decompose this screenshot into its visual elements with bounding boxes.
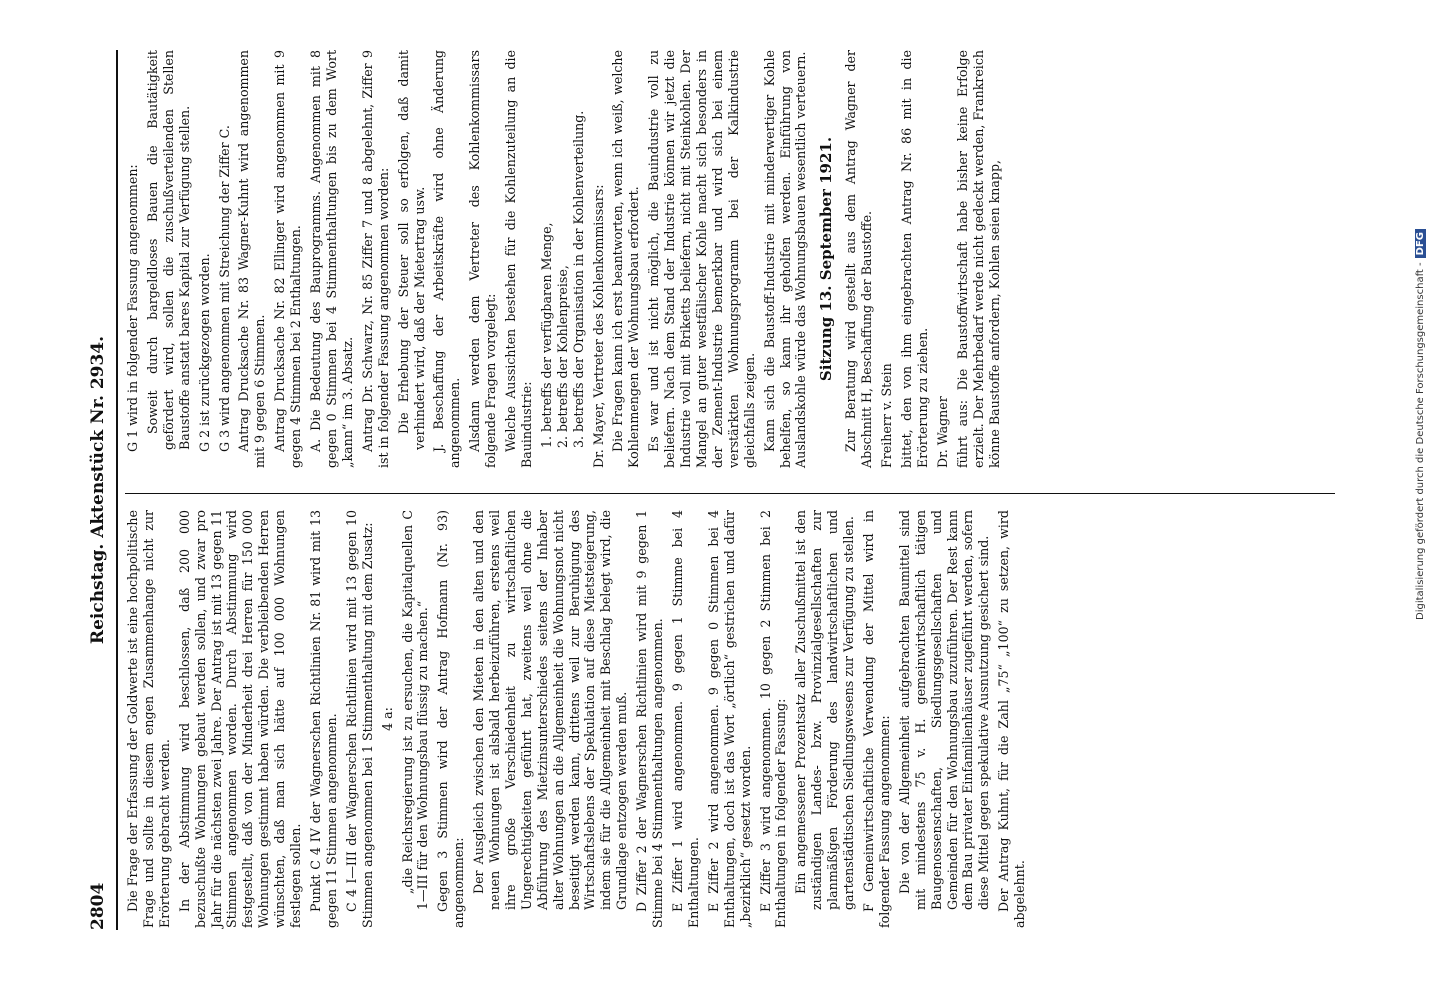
paragraph: Die von der Allgemeinheit aufgebrachten Baumittel sind mit mindestens 75 v. H. gemeinwirtschaftlich tätigen Baugenossenschaften, Siedlungsgesellschaften und Gemeinden für den Wohnungsbau zuzuführen. Der Rest kann dem Bau privater Einfamilienhäuser zugeführt werden, sofern diese Mittel gegen spekulative Ausnutzung gesichert sind. bbox=[896, 510, 992, 910]
paragraph: 4 a: bbox=[379, 707, 395, 731]
paragraph: Gegen 3 Stimmen wird der Antrag Hofmann (Nr. 93) angenommen: bbox=[435, 510, 467, 928]
paragraph: Dr. Mayer, Vertreter des Kohlenkommissars: bbox=[590, 184, 606, 468]
paragraph: Der Antrag Kuhnt, für die Zahl „75“ „100“ zu setzen, wird abgelehnt. bbox=[996, 510, 1028, 928]
paragraph: F Gemeinwirtschaftliche Verwendung der Mittel wird in folgender Fassung angenommen: bbox=[860, 510, 892, 928]
list-item: 1. betreffs der verfügbaren Menge, bbox=[539, 50, 555, 432]
paragraph: Zur Beratung wird gestellt aus dem Antrag Wagner der Abschnitt H, Beschaffung der Baustoffe. bbox=[843, 50, 875, 468]
paragraph: G 1 wird in folgender Fassung angenommen: bbox=[125, 164, 140, 452]
page-number: 2804 bbox=[88, 882, 108, 930]
paragraph: Die Frage der Erfassung der Goldwerte ist eine hochpolitische Frage und sollte in diesem engen Zusammenhange nicht zur Erörterung gebracht werden. bbox=[125, 510, 172, 928]
right-column bbox=[125, 50, 1006, 468]
column-divider bbox=[125, 493, 1335, 494]
dfg-logo: DFG bbox=[1415, 229, 1426, 258]
paragraph: Antrag Drucksache Nr. 83 Wagner-Kuhnt wird angenommen mit 9 gegen 6 Stimmen. bbox=[236, 50, 268, 468]
paragraph: Freiherr v. Stein bbox=[879, 363, 895, 468]
paragraph: Welche Aussichten bestehen für die Kohlenzuteilung an die Bauindustrie: bbox=[503, 50, 534, 468]
paragraph: E Ziffer 2 wird angenommen. 9 gegen 0 Stimmen bei 4 Enthaltungen, doch ist das Wort „örtlich“ gestrichen und dafür „bezirklich“ gesetzt worden. bbox=[705, 510, 753, 928]
paragraph: führt aus: Die Baustoffwirtschaft habe bisher keine Erfolge erzielt. Der Mehrbedarf werde nicht gedeckt werden, Frankreich könne Baustoffe anfordern, Kohlen seien knapp, bbox=[954, 50, 1002, 468]
numbered-list bbox=[539, 50, 587, 468]
paragraph: Es war und ist nicht möglich, die Bauindustrie voll zu beliefern. Nach dem Stand der Industrie können wir jetzt die Industrie voll mit Briketts beliefern, nicht mit Steinkohlen. Der Mangel an guter westfälischer Kohle macht sich besonders in der Zement-Industrie bemerkbar und wird sich bei einem verstärkten Wohnungsprogramm bei der Kalkindustrie gleichfalls zeigen. bbox=[646, 50, 757, 468]
paragraph: Kann sich die Baustoff-Industrie mit minderwertiger Kohle behelfen, so kann ihr geholfen werden. Einführung von Auslandskohle würde das Wohnungsbauen wesentlich verteuern. bbox=[761, 50, 809, 468]
paragraph: A. Die Bedeutung des Bauprogramms. Angenommen mit 8 gegen 0 Stimmen bei 4 Stimmenthaltungen bis zu dem Wort „kann“ im 3. Absatz. bbox=[308, 50, 355, 468]
paragraph: bittet, den von ihm eingebrachten Antrag Nr. 86 mit in die Erörterung zu ziehen. bbox=[898, 50, 930, 468]
paragraph: In der Abstimmung wird beschlossen, daß 200 000 bezuschußte Wohnungen gebaut werden sollen, und zwar pro Jahr für die nächsten zwei Jahre. Der Antrag ist mit 13 gegen 11 Stimmen angenommen worden. Durch Abstimmung wird festgestellt, daß von der Minderheit drei Herren für 150 000 Wohnungen gestimmt haben würden. Die verbleibenden Herren wünschten, daß man sich hätte auf 100 000 Wohnungen festlegen sollen. bbox=[176, 510, 304, 928]
header-rule bbox=[116, 50, 118, 930]
paragraph: Punkt C 4 IV der Wagnerschen Richtlinien Nr. 81 wird mit 13 gegen 11 Stimmen angenommen. bbox=[307, 510, 339, 928]
paragraph: Die Erhebung der Steuer soll so erfolgen, daß damit verhindert wird, daß der Mietertrag usw. bbox=[395, 50, 427, 450]
footer-text: Digitalisierung gefördert durch die Deutsche Forschungsgemeinschaft - bbox=[1415, 262, 1426, 620]
paragraph: G 3 wird angenommen mit Streichung der Ziffer C. bbox=[216, 125, 232, 452]
paragraph: G 2 ist zurückgezogen worden. bbox=[196, 253, 212, 452]
list-item: 2. betreffs der Kohlenpreise, bbox=[555, 50, 571, 432]
paragraph: D Ziffer 2 der Wagnerschen Richtlinien wird mit 9 gegen 1 Stimme bei 4 Stimmenthaltungen angenommen. bbox=[634, 510, 666, 928]
paragraph: J. Beschaffung der Arbeitskräfte wird ohne Änderung angenommen. bbox=[431, 50, 463, 468]
paragraph: „die Reichsregierung ist zu ersuchen, die Kapitalquellen C 1—III für den Wohnungsbau flüssig zu machen.“ bbox=[399, 510, 431, 910]
paragraph: Soweit durch bargeldloses Bauen die Bautätigkeit gefördert wird, sollen die zuschußverteilenden Stellen Baustoffe anstatt bares Kapital zur Verfügung stellen. bbox=[144, 50, 192, 450]
paragraph: Antrag Drucksache Nr. 82 Ellinger wird angenommen mit 9 gegen 4 Stimmen bei 2 Enthaltungen. bbox=[272, 50, 304, 468]
footer-credit bbox=[1415, 229, 1426, 620]
session-heading: Sitzung 13. September 1921. bbox=[817, 136, 836, 382]
list-item: 3. betreffs der Organisation in der Kohlenverteilung. bbox=[571, 50, 587, 432]
paragraph: Die Fragen kann ich erst beantworten, wenn ich weiß, welche Kohlenmengen der Wohnungsbau erfordert. bbox=[610, 50, 642, 468]
paragraph: C 4 I—III der Wagnerschen Richtlinien wird mit 13 gegen 10 Stimmen angenommen bei 1 Stimmenthaltung mit dem Zusatz: bbox=[343, 510, 375, 928]
paragraph: Ein angemessener Prozentsatz aller Zuschußmittel ist den zuständigen Landes- bzw. Provinzialgesellschaften zur planmäßigen Förderung des landwirtschaftlichen und gartenstädtischen Siedlungswesens zur Verfügung zu stellen. bbox=[793, 510, 857, 910]
paragraph: E Ziffer 3 wird angenommen. 10 gegen 2 Stimmen bei 2 Enthaltungen in folgender Fassung: bbox=[757, 510, 789, 928]
paragraph: Der Ausgleich zwischen den Mieten in den alten und den neuen Wohnungen ist alsbald herbeizuführen, erstens weil ihre große Verschiedenheit zu wirtschaftlichen Ungerechtigkeiten geführt hat, zweitens weil ohne die Abführung des Mietzinsunterschiedes seitens der Inhaber alter Wohnungen an die Allgemeinheit die Wohnungsnot nicht beseitigt werden kann, drittens weil zur Beruhigung des Wirtschaftslebens der Spekulation auf diese Mietsteigerung, indem sie für die Allgemeinheit mit Beschlag belegt wird, die Grundlage entzogen werden muß. bbox=[471, 510, 630, 910]
page-title: Reichstag. Aktenstück Nr. 2934. bbox=[88, 335, 108, 645]
left-column bbox=[125, 510, 1032, 928]
paragraph: Antrag Dr. Schwarz, Nr. 85 Ziffer 7 und 8 abgelehnt, Ziffer 9 ist in folgender Fassung angenommen worden: bbox=[359, 50, 391, 468]
paragraph: Alsdann werden dem Vertreter des Kohlenkommissars folgende Fragen vorgelegt: bbox=[467, 50, 499, 468]
paragraph: Dr. Wagner bbox=[934, 396, 950, 468]
paragraph: E Ziffer 1 wird angenommen. 9 gegen 1 Stimme bei 4 Enthaltungen. bbox=[670, 510, 701, 928]
page-header bbox=[88, 50, 114, 930]
